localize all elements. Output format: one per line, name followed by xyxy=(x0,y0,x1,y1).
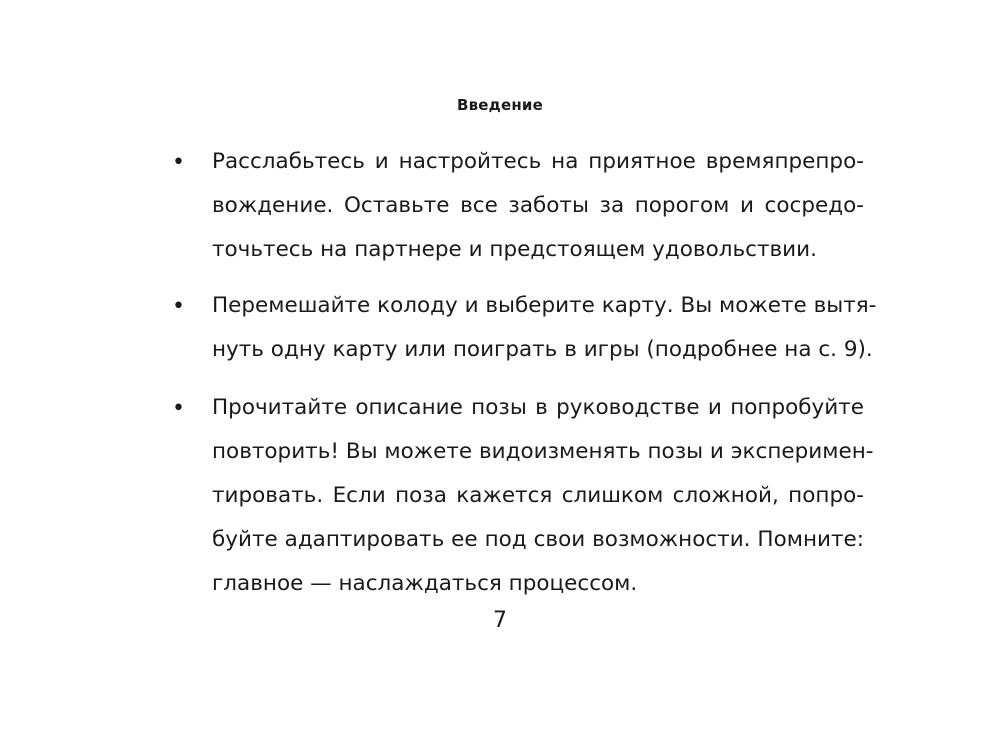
page-number: 7 xyxy=(493,608,507,633)
paragraph-line: Прочитайте описание позы в руководстве и попробуйте xyxy=(212,395,864,420)
paragraph-line: буйте адаптировать ее под свои возможности. Помните: xyxy=(212,527,864,552)
paragraph-line: тировать. Если поза кажется слишком сложной, попро- xyxy=(212,483,864,508)
bullet-marker: • xyxy=(172,396,185,421)
paragraph-line: точьтесь на партнере и предстоящем удовольствии. xyxy=(212,237,817,262)
paragraph-line: главное — наслаждаться процессом. xyxy=(212,571,638,596)
bullet-paragraph-3 xyxy=(212,386,874,606)
paragraph-line: Расслабьтесь и настройтесь на приятное времяпрепро- xyxy=(212,149,864,174)
paragraph-line: нуть одну карту или поиграть в игры (подробнее на с. 9). xyxy=(212,337,873,362)
bullet-marker: • xyxy=(172,150,185,175)
bullet-paragraph-2 xyxy=(212,284,877,372)
paragraph-line: Перемешайте колоду и выберите карту. Вы можете вытя- xyxy=(212,293,877,318)
section-title: Введение xyxy=(456,96,544,114)
bullet-marker: • xyxy=(172,294,185,319)
paragraph-line: повторить! Вы можете видоизменять позы и эксперимен- xyxy=(212,439,874,464)
bullet-paragraph-1 xyxy=(212,140,864,272)
paragraph-line: вождение. Оставьте все заботы за порогом и сосредо- xyxy=(212,193,864,218)
